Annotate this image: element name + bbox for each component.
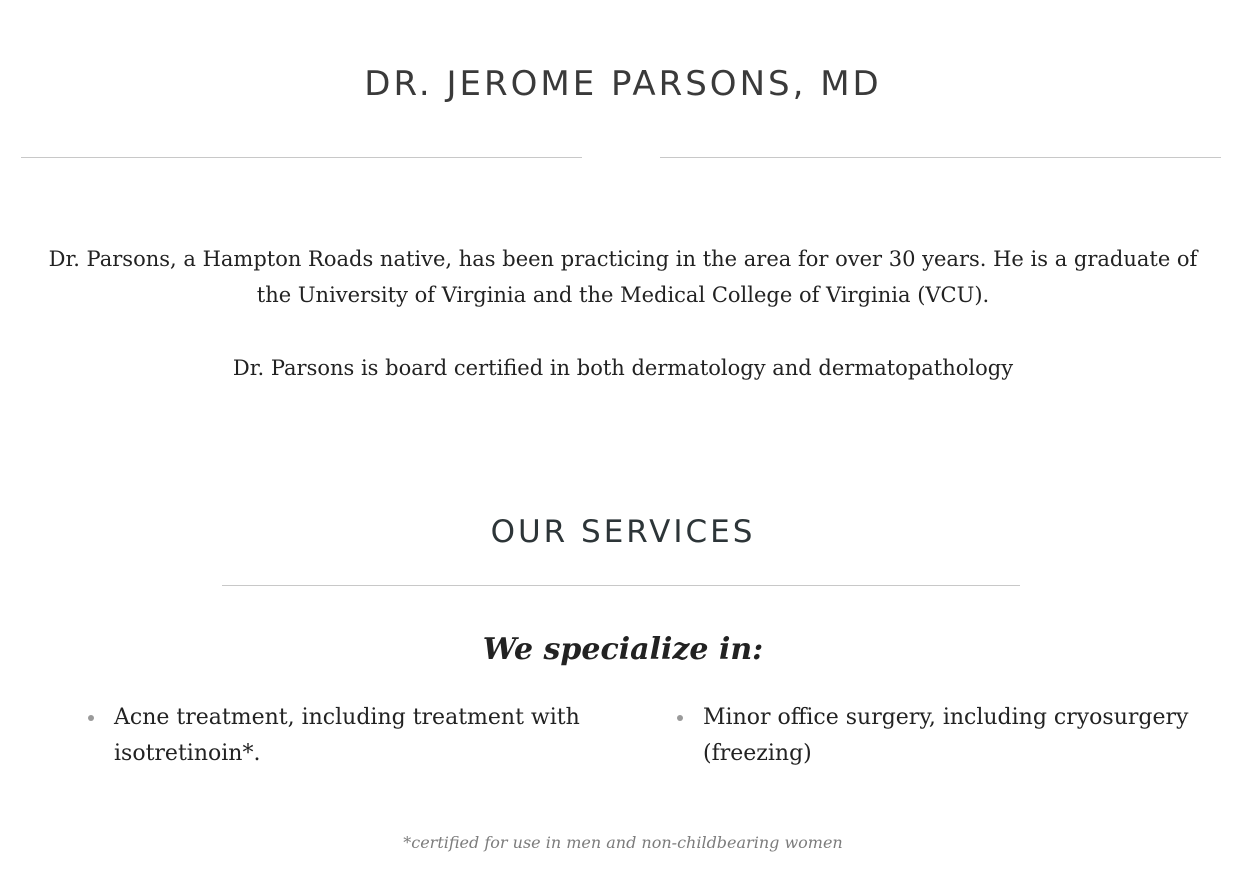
service-list-item-surgery bbox=[703, 700, 1203, 772]
services-divider bbox=[222, 585, 1020, 586]
bullet-icon bbox=[677, 715, 683, 721]
services-title: OUR SERVICES bbox=[490, 514, 756, 550]
bullet-icon bbox=[88, 715, 94, 721]
service-item-label: Acne treatment, including treatment with isotretinoin*. bbox=[114, 705, 580, 766]
footnote: *certified for use in men and non-childbearing women bbox=[403, 833, 843, 852]
service-item-label: Minor office surgery, including cryosurgery (freezing) bbox=[703, 705, 1189, 766]
bio-paragraph-1: Dr. Parsons, a Hampton Roads native, has been practicing in the area for over 30 years. He is a graduate of the University of Virginia and the Medical College of Virginia (VCU). bbox=[48, 247, 1198, 307]
services-subtitle: We specialize in: bbox=[482, 632, 764, 667]
service-list-item-acne bbox=[114, 700, 614, 772]
title-divider-right bbox=[660, 157, 1221, 158]
bio-paragraph-2: Dr. Parsons is board certified in both dermatology and dermatopathology bbox=[232, 356, 1014, 380]
title-divider-left bbox=[21, 157, 582, 158]
doctor-title: DR. JEROME PARSONS, MD bbox=[364, 64, 882, 104]
